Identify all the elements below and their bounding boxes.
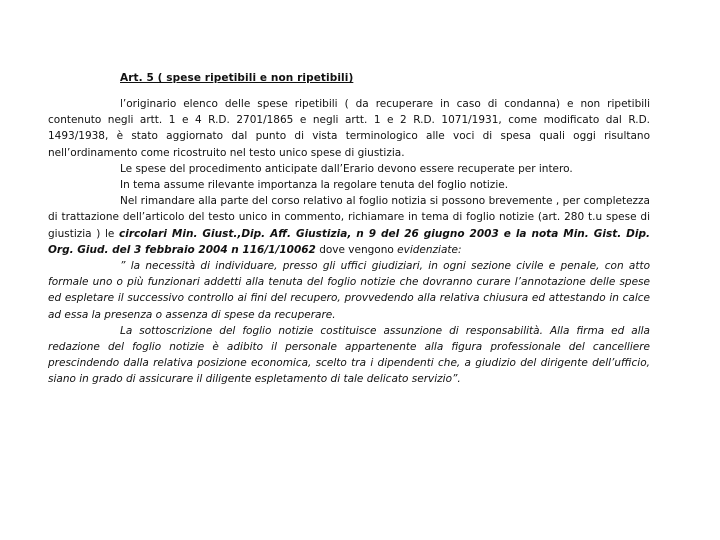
paragraph-circolari — [48, 193, 650, 258]
circolari-intro-text: Nel rimandare alla parte del corso relativo al foglio notizia si possono brevemente , per completezza di trattazione dell’articolo del testo unico in commento, richiamare in tema di foglio notizie (art. 280 t.u spese di giustizia ) le — [48, 195, 650, 240]
circolari-evidenziate: evidenziate: — [397, 243, 462, 256]
paragraph-quote-sottoscrizione: La sottoscrizione del foglio notizie costituisce assunzione di responsabilità. Alla firma ed alla redazione del foglio notizie è adibito il personale appartenente alla figura professionale del cancelliere prescindendo dalla relativa posizione economica, scelto tra i dipendenti che, a giudizio del dirigente dell’ufficio, siano in grado di assicurare il diligente espletamento di tale delicato servizio”. — [48, 324, 650, 386]
article-title: Art. 5 ( spese ripetibili e non ripetibili) — [120, 72, 354, 84]
paragraph-foglio-notizie: In tema assume rilevante importanza la regolare tenuta del foglio notizie. — [120, 179, 509, 192]
article-body — [48, 96, 650, 388]
paragraph-recovery: Le spese del procedimento anticipate dall’Erario devono essere recuperate per intero. — [120, 162, 573, 175]
paragraph-original-list: l’originario elenco delle spese ripetibili ( da recuperare in caso di condanna) e non ripetibili contenuto negli artt. 1 e 4 R.D. 2701/1865 e negli artt. 1 e 2 R.D. 1071/1931, come modificato dal R.D. 1493/1938, è stato aggiornato dal punto di vista terminologico alle voci di spesa quali oggi risultano nell’ordinamento come ricostruito nel testo unico spese di giustizia. — [48, 98, 650, 159]
circolari-reference: circolari Min. Giust.,Dip. Aff. Giustizia, n 9 del 26 giugno 2003 e la nota Min. Gist. Dip. Org. Giud. del 3 febbraio 2004 n 116/1/10062 — [48, 227, 651, 256]
circolari-connector-text: dove vengono — [315, 243, 398, 256]
paragraph-quote-funzionari: ” la necessità di individuare, presso gli uffici giudiziari, in ogni sezione civile e penale, con atto formale uno o più funzionari addetti alla tenuta del foglio notizie che dovranno curare l’annotazione delle spese ed espletare il successivo controllo ai fini del recupero, provvedendo alla relativa chiusura ed attestando in calce ad essa la presenza o assenza di spese da recuperare. — [48, 260, 650, 321]
